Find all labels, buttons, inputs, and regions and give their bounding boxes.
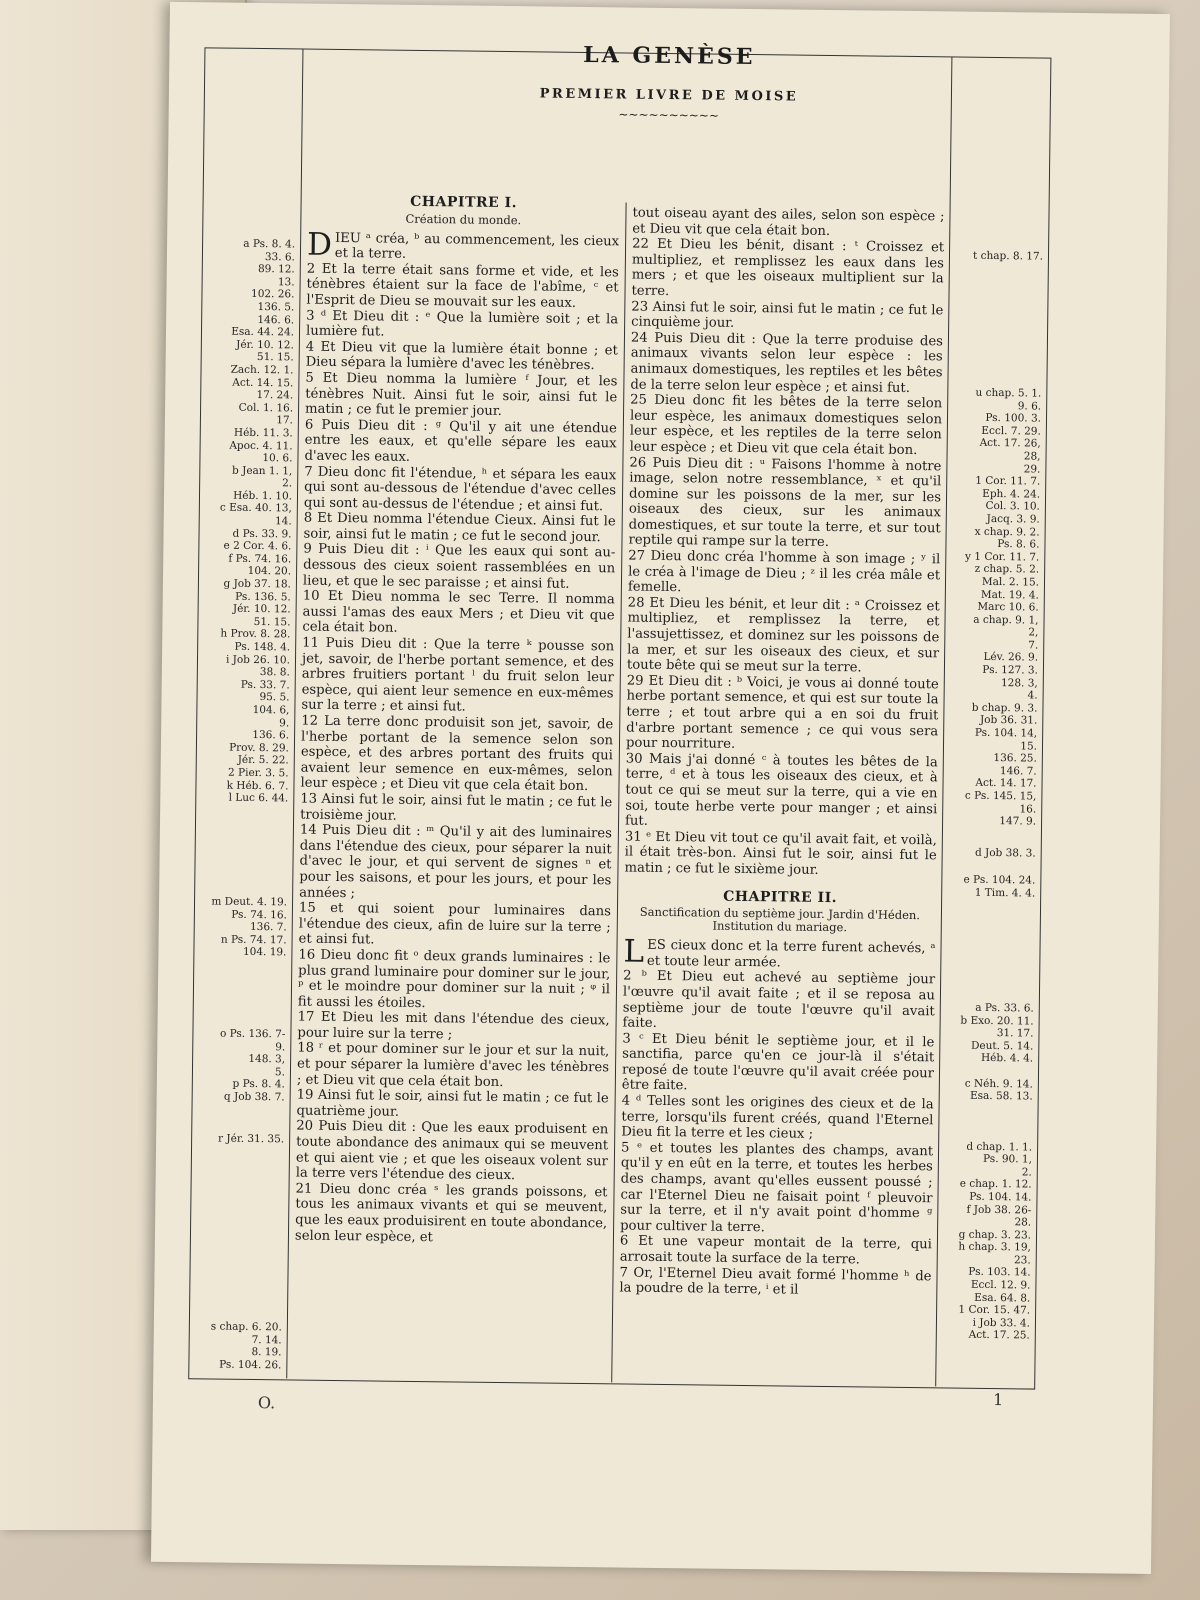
verse: 12 La terre donc produisit son jet, savoir, de l'herbe portant de la semence selon son espèce, et des arbres portant des fruits qui avaient leur semence en eux-mêmes, selon leur espèce ; et Dieu vit que cela était bon. — [300, 713, 614, 795]
chapter-1-summary: Création du monde. — [405, 211, 522, 227]
margin-reference: Ps. 90. 1, — [982, 1153, 1033, 1166]
book-subtitle: PREMIER LIVRE DE MOISE — [539, 86, 799, 105]
margin-reference: Ps. 33. 7. — [240, 678, 290, 692]
margin-reference: 38. 8. — [259, 666, 290, 679]
margin-reference: Ps. 127. 3. — [982, 663, 1039, 677]
margin-reference: 28. — [1014, 1216, 1032, 1229]
signature-mark: O. — [257, 1393, 276, 1413]
margin-reference: 5. — [274, 1066, 286, 1079]
margin-reference: l Luc 6. 44. — [228, 791, 289, 805]
margin-reference: Jér. 10. 12. — [236, 338, 294, 352]
page-number: 1 — [992, 1390, 1004, 1410]
margin-reference: 16. — [1019, 802, 1037, 816]
verse: 16 Dieu donc fit ᵒ deux grands luminaires : le plus grand luminaire pour dominer sur le jour, ᵖ et le moindre pour dominer sur la nuit ; ᵠ il fit aussi les étoiles. — [297, 947, 611, 1011]
margin-notes-left-5 — [191, 1320, 282, 1371]
margin-reference: 2. — [282, 477, 293, 490]
margin-reference: Ps. 148. 4. — [234, 640, 291, 654]
verse: 7 Or, l'Eternel Dieu avait formé l'homme ʰ de la poudre de la terre, ⁱ et il — [619, 1265, 932, 1298]
margin-reference: 136. 6. — [252, 729, 290, 742]
margin-reference: n Ps. 74. 17. — [220, 933, 287, 947]
margin-reference: Eccl. 7. 29. — [981, 424, 1041, 438]
margin-reference: 104. 20. — [247, 565, 292, 578]
margin-reference: d Ps. 33. 9. — [232, 527, 292, 541]
margin-reference: 10. 6. — [262, 452, 293, 465]
drop-cap: D — [306, 226, 333, 263]
margin-reference: u chap. 5. 1. — [975, 386, 1042, 400]
margin-reference: Act. 17. 25. — [968, 1329, 1030, 1342]
margin-reference: Lév. 26. 9. — [983, 651, 1039, 665]
margin-reference: 8. 19. — [251, 1346, 282, 1359]
margin-reference: 89. 12. — [257, 263, 295, 276]
margin-reference: 136. 5. — [257, 300, 295, 314]
margin-reference: 2, — [1028, 626, 1039, 639]
verse: 25 Dieu donc fit les bêtes de la terre selon leur espèce, les animaux domestiques selon leur espèce, et les reptiles de la terre selon leur espèce ; et Dieu vit que cela était bon. — [629, 392, 943, 458]
margin-reference: Jér. 5. 22. — [237, 754, 289, 767]
margin-reference: g chap. 3. 23. — [958, 1228, 1032, 1242]
margin-reference: 148. 3, — [248, 1053, 286, 1066]
margin-reference: Héb. 4. 4. — [980, 1052, 1034, 1065]
margin-reference: f Ps. 74. 16. — [228, 552, 292, 566]
margin-reference — [942, 1127, 1032, 1141]
margin-reference: Prov. 8. 29. — [229, 741, 290, 755]
verse: 26 Puis Dieu dit : ᵘ Faisons l'homme à notre image, selon notre ressemblance, ˣ et qu'il domine sur les poissons de la mer, sur les oiseaux des cieux, sur les animaux domestiques, et sur toute la terre, et sur tout reptile qui rampe sur la terre. — [628, 455, 942, 551]
margin-reference: Eph. 4. 24. — [982, 487, 1041, 501]
verse: 21 Dieu donc créa ˢ les grands poissons, et tous les animaux vivants et qui se meuvent, que les eaux produisirent en toute abondance, selon leur espèce, et — [294, 1181, 608, 1245]
verse: 6 Puis Dieu dit : ᵍ Qu'il y ait une étendue entre les eaux, et qu'elle sépare les eaux d'avec les eaux. — [304, 417, 617, 465]
margin-reference: 1 Cor. 15. 47. — [958, 1303, 1031, 1317]
margin-reference: a Ps. 8. 4. — [243, 237, 296, 251]
verse: 2 Et la terre était sans forme et vide, et les ténèbres étaient sur la face de l'abîme, ᶜ et l'Esprit de Dieu se mouvait sur les eaux. — [306, 261, 619, 311]
margin-reference: o Ps. 136. 7- — [219, 1027, 286, 1041]
margin-reference: h chap. 3. 19, — [958, 1240, 1031, 1254]
margin-reference: 2. — [1021, 1166, 1032, 1179]
margin-reference: z chap. 5. 2. — [974, 563, 1040, 576]
margin-reference: 51. 15. — [253, 615, 291, 629]
verse: 17 Et Dieu les mit dans l'étendue des cieux, pour luire sur la terre ; — [297, 1009, 610, 1043]
margin-notes-left-1 — [198, 237, 295, 805]
margin-reference: 29. — [1023, 462, 1041, 476]
verse: 9 Puis Dieu dit : ⁱ Que les eaux qui sont au-dessous des cieux soient rassemblées en un lieu, et que le sec paraisse ; et ainsi fut. — [302, 542, 616, 592]
margin-notes-right-2 — [946, 386, 1041, 828]
margin-reference: Esa. 44. 24. — [231, 325, 295, 339]
verse: 6 Et une vapeur montait de la terre, qui arrosait toute la surface de la terre. — [619, 1233, 932, 1268]
margin-reference: r Jér. 31. 35. — [218, 1132, 285, 1146]
margin-reference — [942, 1102, 1032, 1116]
margin-notes-left-3 — [195, 1027, 286, 1104]
margin-reference: d Job 38. 3. — [974, 846, 1036, 860]
margin-reference: e chap. 1. 12. — [959, 1177, 1032, 1191]
verse: 31 ᵉ Et Dieu vit tout ce qu'il avait fait, et voilà, il était très-bon. Ainsi fut le soir, ainsi fut le matin ; ce fut le sixième jour. — [624, 829, 937, 878]
margin-reference: 31. 17. — [996, 1027, 1034, 1040]
margin-reference: Job 36. 31. — [979, 714, 1038, 727]
margin-notes-right-3 — [946, 846, 1036, 860]
margin-reference: Ps. 104. 14. — [969, 1190, 1032, 1204]
verse: 3 ᶜ Et Dieu bénit le septième jour, et il le sanctifia, parce qu'en ce jour-là il s'était reposé de toute l'œuvre qu'il avait créée pour être faite. — [621, 1031, 935, 1094]
margin-notes-right-4 — [945, 873, 1035, 899]
margin-reference: Col. 3. 10. — [985, 500, 1041, 513]
margin-reference: b Exo. 20. 11. — [960, 1014, 1034, 1028]
margin-reference: Jér. 10. 12. — [232, 602, 291, 616]
margin-reference: 15. — [1020, 739, 1038, 753]
margin-notes-right-5 — [940, 1001, 1034, 1342]
ornament-divider: ~~~~~~~~~~ — [618, 107, 720, 123]
margin-reference: 9. — [275, 1040, 286, 1053]
margin-reference — [942, 1115, 1032, 1129]
margin-reference: Col. 1. 16. — [238, 401, 294, 415]
verse: 4 Et Dieu vit que la lumière était bonne ; et Dieu sépara la lumière d'avec les ténèbres. — [305, 339, 618, 374]
margin-reference: 17. — [276, 414, 294, 427]
margin-reference: Mal. 2. 15. — [981, 575, 1040, 589]
margin-reference: Ps. 100. 3. — [985, 412, 1042, 425]
margin-notes-left-2 — [196, 895, 287, 959]
margin-reference: Ps. 8. 6. — [997, 538, 1040, 551]
margin-reference: b chap. 9. 3. — [971, 701, 1038, 715]
margin-reference: 102. 26. — [250, 288, 295, 301]
verse: 3 ᵈ Et Dieu dit : ᵉ Que la lumière soit ; et la lumière fut. — [305, 308, 619, 340]
verse: 19 Ainsi fut le soir, ainsi fut le matin ; ce fut le quatrième jour. — [296, 1087, 609, 1120]
margin-reference: Eccl. 12. 9. — [970, 1278, 1031, 1292]
verse: 24 Puis Dieu dit : Que la terre produise des animaux vivants selon leur espèce : les animaux domestiques, les reptiles et les bêtes de la terre selon leur espèce ; et ainsi fut. — [630, 330, 944, 396]
margin-reference: g Job 37. 18. — [223, 577, 292, 591]
verse: DIEU ᵃ créa, ᵇ au commencement, les cieux et la terre. — [306, 226, 620, 263]
margin-reference: 4. — [1027, 689, 1038, 702]
margin-reference: 13. — [277, 276, 295, 289]
margin-reference: 95. 5. — [259, 691, 290, 704]
verse: 13 Ainsi fut le soir, ainsi fut le matin ; ce fut le troisième jour. — [300, 791, 613, 824]
margin-reference: y 1 Cor. 11. 7. — [964, 550, 1040, 564]
margin-reference: Jacq. 3. 9. — [986, 512, 1040, 526]
margin-reference: m Deut. 4. 19. — [211, 895, 288, 909]
margin-notes-left-4 — [194, 1132, 284, 1146]
margin-reference: Act. 14. 17. — [975, 777, 1037, 790]
margin-reference: q Job 38. 7. — [223, 1090, 285, 1104]
margin-reference — [943, 1064, 1033, 1078]
verse: 28 Et Dieu les bénit, et leur dit : ᵃ Croissez et multipliez, et remplissez la terre, et l'assujettissez, et dominez sur les poissons de la mer, et sur les oiseaux des cieux, et sur toute bête qui se meut sur la terre. — [626, 595, 940, 676]
margin-reference: Mat. 19. 4. — [980, 588, 1039, 602]
margin-reference: 9. 6. — [1017, 399, 1042, 413]
margin-reference: 14. — [274, 515, 292, 528]
margin-reference: Héb. 1. 10. — [233, 489, 293, 503]
margin-reference: 128. 3, — [1000, 676, 1038, 690]
chapter-2-summary: Sanctification du septième jour. Jardin d'Héden. Institution du mariage. — [639, 904, 921, 935]
book-title: LA GENÈSE — [583, 41, 756, 71]
verse: 22 Et Dieu les bénit, disant : ᵗ Croissez et multipliez, et remplissez les eaux dans les mers ; et que les oiseaux multiplient sur la terre. — [631, 236, 945, 299]
margin-reference: Apoc. 4. 11. — [229, 439, 293, 452]
margin-notes-right-1 — [953, 249, 1043, 263]
verse: 5 Et Dieu nomma la lumière ᶠ Jour, et les ténèbres Nuit. Ainsi fut le soir, ainsi fut le matin ; ce fut le premier jour. — [304, 370, 618, 420]
margin-reference: b Jean 1. 1, — [232, 464, 293, 478]
margin-reference: 33. 6. — [264, 250, 296, 264]
margin-reference: p Ps. 8. 4. — [232, 1078, 285, 1091]
verse: 11 Puis Dieu dit : Que la terre ᵏ pousse son jet, savoir, de l'herbe portant semence, et des arbres fruitiers portant ˡ du fruit selon leur espèce, qui aient leur semence en eux-mêmes sur la terre ; et ainsi fut. — [301, 635, 615, 715]
margin-reference: Esa. 64. 8. — [974, 1291, 1031, 1305]
margin-reference: Ps. 104. 14, — [974, 726, 1038, 740]
margin-reference: 9. — [279, 716, 290, 729]
margin-reference: 147. 9. — [999, 815, 1037, 828]
margin-reference: 23. — [1013, 1254, 1031, 1267]
margin-reference: 28, — [1023, 450, 1041, 463]
verse: 5 ᵉ et toutes les plantes des champs, avant qu'il y en eût en la terre, et toutes les herbes des champs, avant qu'elles eussent poussé ; car l'Eternel Dieu ne faisait point ᶠ pleuvoir sur la terre, et il n'y avait point d'homme ᵍ pour cultiver la terre. — [620, 1140, 934, 1236]
margin-reference: 7. 14. — [251, 1333, 282, 1346]
margin-reference: 104. 19. — [242, 946, 287, 959]
verse: 23 Ainsi fut le soir, ainsi fut le matin ; ce fut le cinquième jour. — [631, 299, 944, 331]
verse: tout oiseau ayant des ailes, selon son espèce ; et Dieu vit que cela était bon. — [632, 205, 945, 239]
chapter-2-heading: CHAPITRE II. — [723, 888, 838, 906]
margin-reference: Marc 10. 6. — [977, 600, 1039, 614]
text-column-2 — [619, 206, 944, 1301]
margin-reference: a Ps. 33. 6. — [975, 1001, 1034, 1015]
margin-reference: i Job 33. 4. — [972, 1316, 1031, 1330]
margin-reference: 1 Cor. 11. 7. — [975, 474, 1041, 488]
margin-reference: 17. 24. — [256, 389, 294, 402]
margin-reference: c Esa. 40. 13, — [219, 502, 292, 515]
margin-reference: s chap. 6. 20. — [210, 1320, 282, 1334]
margin-reference: Ps. 136. 5. — [235, 590, 291, 604]
verse: LES cieux donc et la terre furent achevés, ᵃ et toute leur armée. — [623, 933, 936, 971]
margin-reference: a chap. 9. 1, — [973, 613, 1039, 627]
margin-reference: h Prov. 8. 28. — [220, 627, 291, 641]
verse: 29 Et Dieu dit : ᵇ Voici, je vous ai donné toute herbe portant semence, et qui est sur toute la terre ; et tout arbre qui a en soi du fruit d'arbre portant semence ; ce qui vous sera pour nourriture. — [625, 673, 939, 753]
margin-reference: e 2 Cor. 4. 6. — [223, 539, 292, 553]
margin-reference: 146. 6. — [257, 313, 295, 326]
margin-reference: x chap. 9. 2. — [974, 525, 1040, 539]
verse: 14 Puis Dieu dit : ᵐ Qu'il y ait des luminaires dans l'étendue des cieux, pour séparer la nuit d'avec le jour, et qui servent de signes ⁿ et pour les saisons, et pour les jours, et pour les années ; — [299, 822, 612, 901]
verse: 27 Dieu donc créa l'homme à son image ; ʸ il le créa à l'image de Dieu ; ᶻ il les créa mâle et femelle. — [627, 548, 941, 596]
margin-reference: Zach. 12. 1. — [230, 363, 294, 377]
verse: 15 et qui soient pour luminaires dans l'étendue des cieux, afin de luire sur la terre ; et ainsi fut. — [298, 900, 612, 948]
verse: 10 Et Dieu nomma le sec Terre. Il nomma aussi l'amas des eaux Mers ; et Dieu vit que cela était bon. — [302, 588, 615, 637]
verse: 2 ᵇ Et Dieu eut achevé au septième jour l'œuvre qu'il avait faite ; et il se reposa au septième jour de toute l'œuvre qu'il avait faite. — [622, 968, 936, 1032]
margin-reference: Act. 14. 15. — [232, 376, 294, 389]
margin-reference: c Néh. 9. 14. — [964, 1077, 1033, 1091]
margin-reference: Ps. 103. 14. — [968, 1266, 1031, 1279]
margin-reference: 7. — [1028, 639, 1039, 652]
text-column-1 — [295, 190, 620, 1248]
margin-reference: Act. 17. 26, — [979, 437, 1041, 450]
margin-reference: 1 Tim. 4. 4. — [974, 886, 1036, 900]
verse: 4 ᵈ Telles sont les origines des cieux et de la terre, lorsqu'ils furent créés, quand l'Eternel Dieu fit la terre et les cieux ; — [621, 1093, 934, 1143]
margin-reference: 136. 7. — [249, 921, 287, 934]
verse: 20 Puis Dieu dit : Que les eaux produisent en toute abondance des animaux qui se meuvent et qui aient vie ; et que les oiseaux volent sur la terre vers l'étendue des cieux. — [295, 1118, 609, 1184]
verse: 18 ʳ et pour dominer sur le jour et sur la nuit, et pour séparer la lumière d'avec les ténèbres ; et Dieu vit que cela était bon. — [296, 1040, 610, 1090]
margin-reference: 104. 6, — [252, 703, 290, 717]
margin-reference: e Ps. 104. 24. — [963, 873, 1036, 887]
margin-reference: Esa. 58. 13. — [969, 1089, 1033, 1103]
margin-reference: c Ps. 145. 15, — [964, 789, 1037, 803]
verse: 8 Et Dieu nomma l'étendue Cieux. Ainsi fut le soir, ainsi fut le matin ; ce fut le second jour. — [303, 510, 616, 546]
margin-reference: 136. 25. — [993, 752, 1037, 765]
bible-page — [151, 2, 1170, 1574]
margin-reference: 2 Pier. 3. 5. — [227, 766, 289, 780]
margin-reference: t chap. 8. 17. — [973, 249, 1044, 263]
margin-reference: Héb. 11. 3. — [233, 426, 293, 440]
margin-reference: Ps. 104. 26. — [219, 1358, 282, 1372]
margin-reference: i Job 26. 10. — [225, 653, 291, 666]
margin-reference: Deut. 5. 14. — [970, 1039, 1034, 1053]
margin-reference: 51. 15. — [256, 351, 294, 364]
margin-reference: k Héb. 6. 7. — [226, 779, 289, 792]
verse: 30 Mais j'ai donné ᶜ à toutes les bêtes de la terre, ᵈ et à tous les oiseaux des cieux, et à tout ce qui se meut sur la terre, qui a vie en soi, toute herbe verte pour manger ; et ainsi fut. — [624, 751, 938, 829]
chapter-1-heading: CHAPITRE I. — [410, 193, 518, 212]
margin-reference: f Job 38. 26- — [966, 1203, 1032, 1217]
margin-reference: Ps. 74. 16. — [231, 908, 287, 921]
verse: 7 Dieu donc fit l'étendue, ʰ et sépara les eaux qui sont au-dessous de l'étendue d'avec celles qui sont au-dessus de l'étendue ; et ainsi fut. — [303, 464, 617, 514]
margin-reference: d chap. 1. 1. — [966, 1140, 1033, 1154]
drop-cap: L — [623, 933, 645, 970]
margin-reference: 146. 7. — [999, 764, 1037, 778]
